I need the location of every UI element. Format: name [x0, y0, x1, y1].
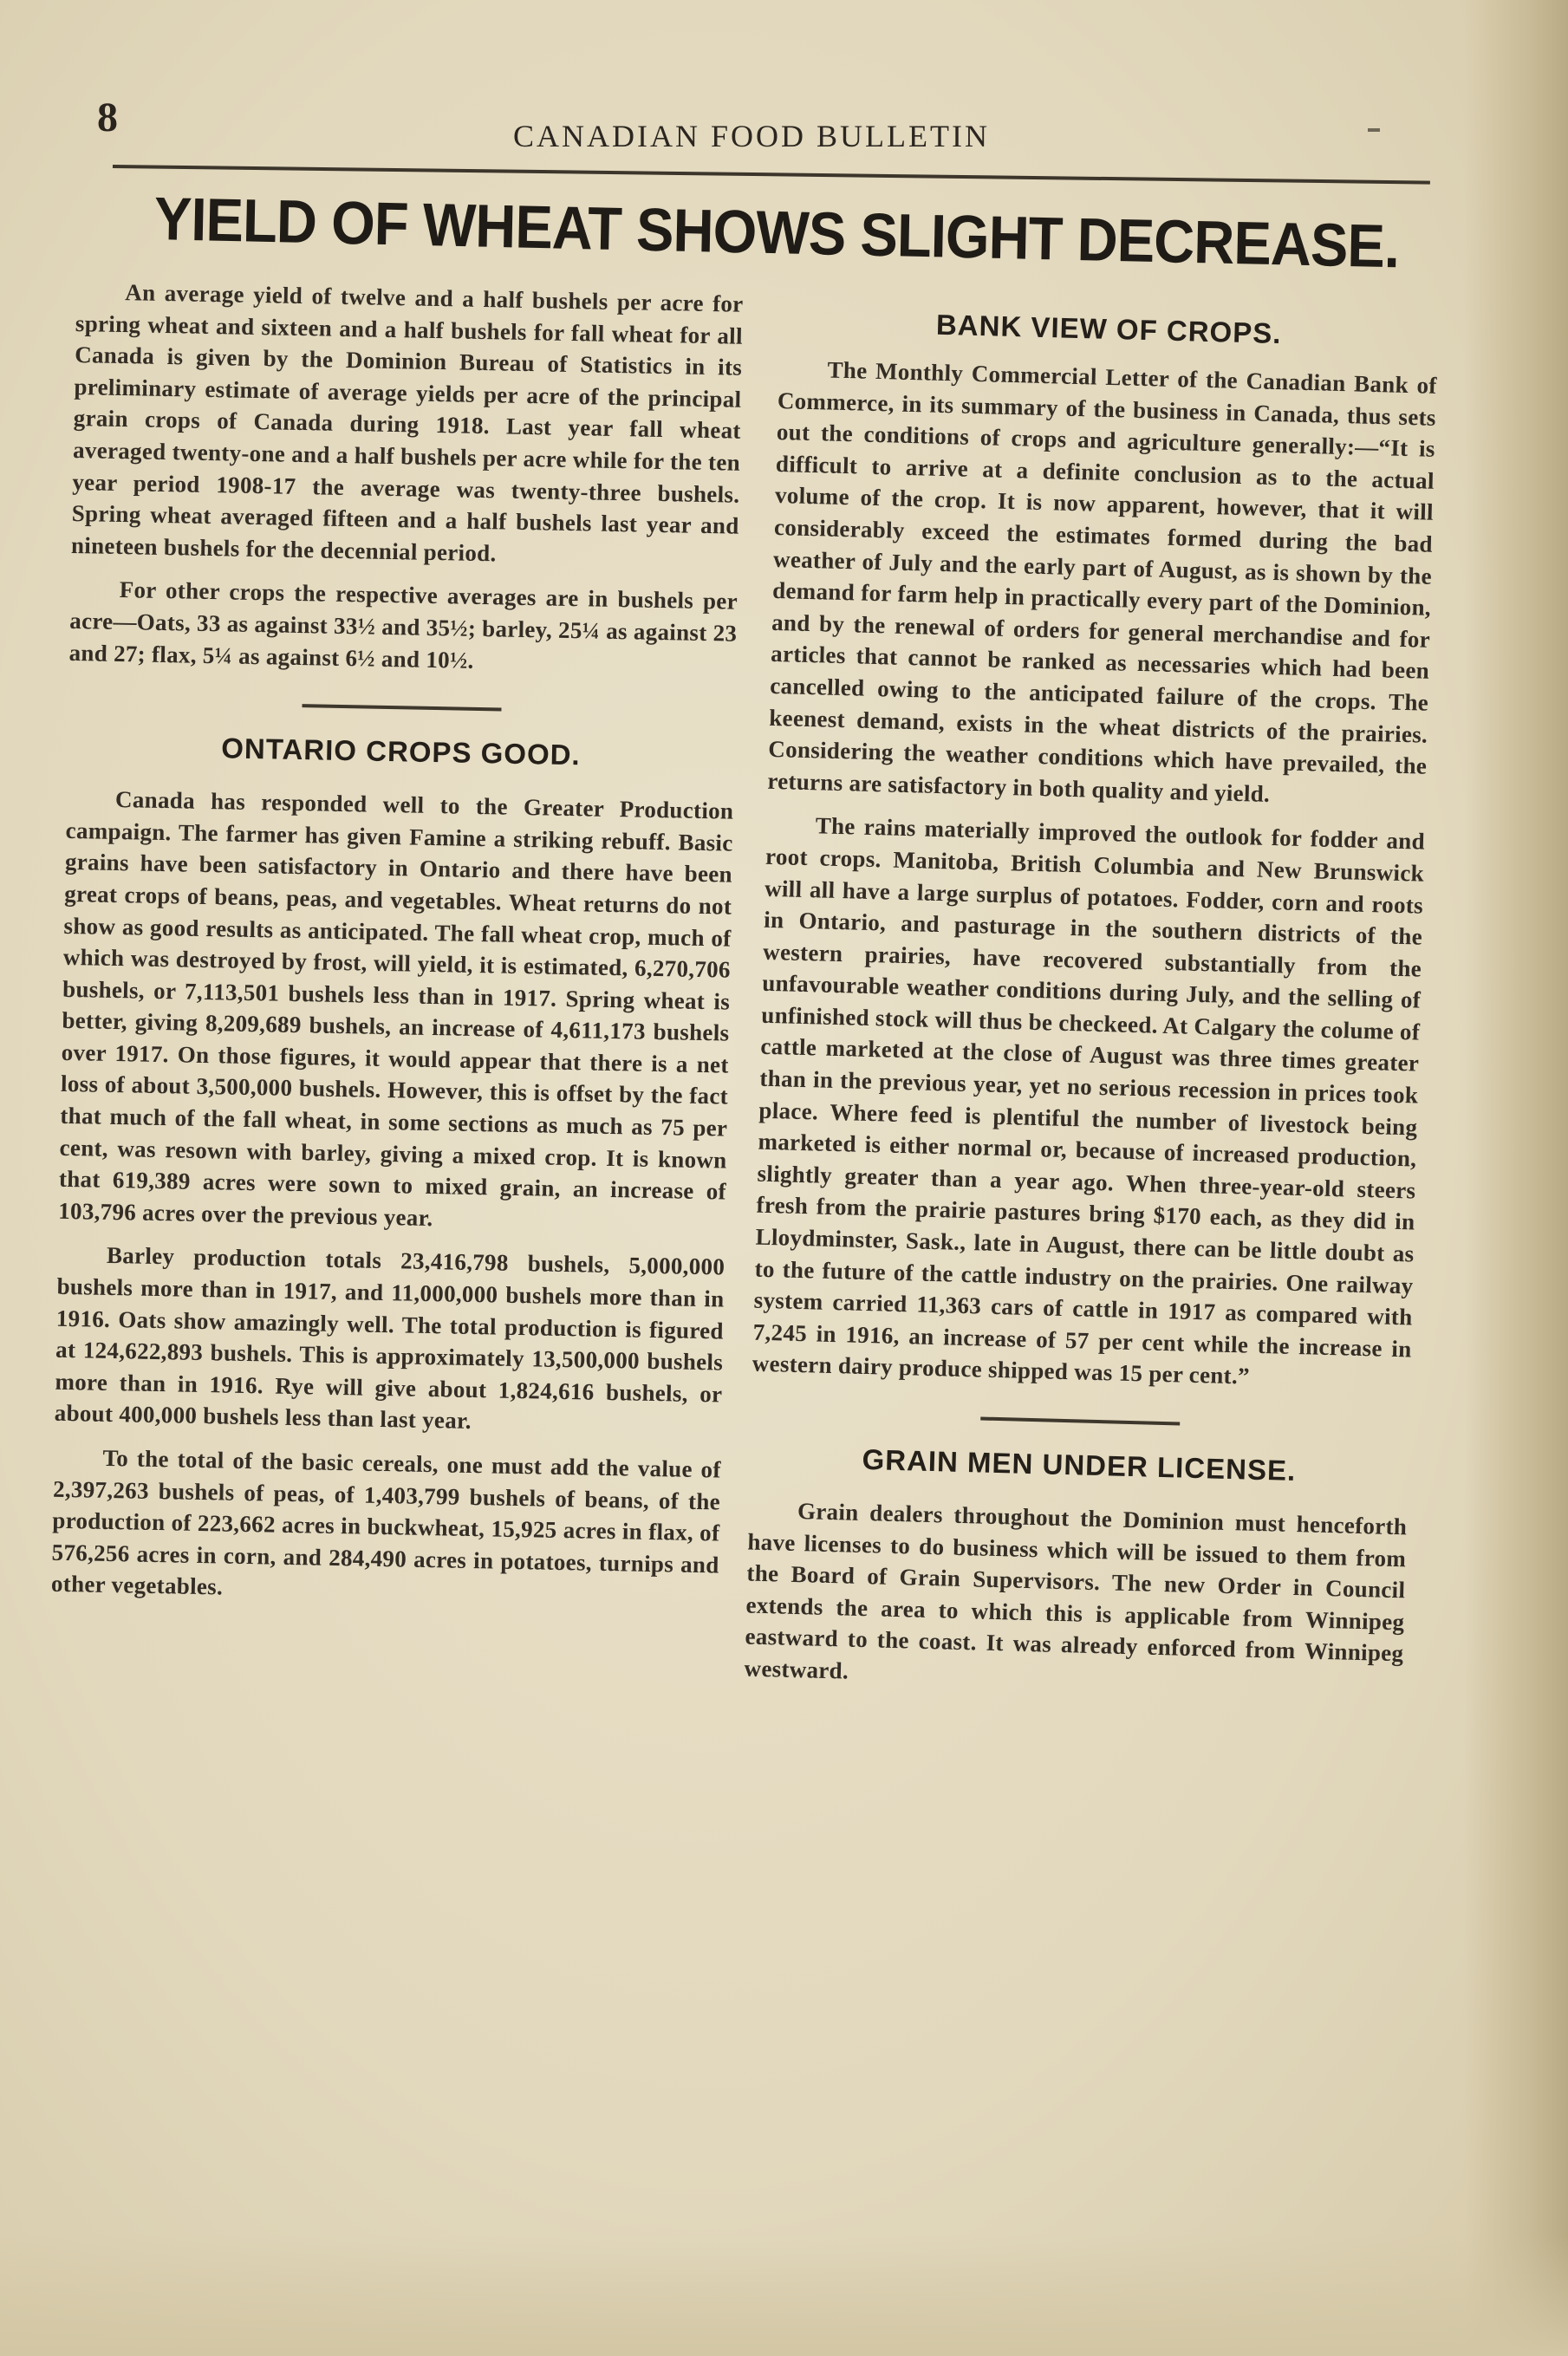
- bank-paragraph: The rains materially improved the outlook for fodder and root crops. Manitoba, British Columbia and New Brunswick will all have a large surplus of potatoes. Fodder, corn and roots in Ontario, and pasturage in the southern districts of the western prairies, have recovered substantially from the unfavourable weather conditions during July, and the selling of unfinished stock will thus be checkeed. At Calgary the colume of cattle marketed at the close of August was three times greater than in the previous year, yet no serious recession in prices took place. Where feed is plentiful the number of livestock being marketed is either normal or, because of increased production, slightly greater than a year ago. When three-year-old steers fresh from the prairie pastures bring $170 each, as they did in Lloydminster, Sask., late in August, there can be little doubt as to the future of the cattle industry on the prairies. One railway system carried 11,363 cars of cattle in 1917 as compared with 7,245 in 1916, an increase of 57 per cent while the increase in western dairy produce shipped was 15 per cent.”: [751, 812, 1426, 1390]
- ontario-paragraph: To the total of the basic cereals, one must add the value of 2,397,263 bushels of peas, of 1,403,799 bushels of beans, of the production of 223,662 acres in buckwheat, 15,925 acres in flax, of 576,256 acres in corn, and 284,490 acres in potatoes, turnips and other vegetables.: [50, 1444, 721, 1600]
- grain-paragraph: Grain dealers throughout the Dominion must henceforth have licenses to do business which will be issued to them from the Board of Grain Supervisors. The new Order in Council extends the area to which this is applicable from Winnipeg eastward to the coast. It was already enforced from Winnipeg westward.: [744, 1498, 1408, 1684]
- section-divider: [302, 704, 501, 711]
- bank-heading: BANK VIEW OF CROPS.: [935, 308, 1282, 350]
- bank-paragraph: The Monthly Commercial Letter of the Canadian Bank of Commerce, in its summary of the business in Canada, thus sets out the conditions of crops and agriculture generally:—“It is difficult to arrive at a definite conclusion as to the actual volume of the crop. It is now apparent, however, that it will considerably exceed the estimates formed during the bad weather of July and the early part of August, as is shown by the demand for farm help in practically every part of the Dominion, and by the renewal of orders for general merchandise and for articles that cannot be ranked as necessaries which had been cancelled owing to the anticipated failure of the crops. The keenest demand, exists in the wheat districts of the prairies. Considering the weather conditions which have prevailed, the returns are satisfactory in both quality and yield.: [767, 356, 1438, 807]
- running-head: CANADIAN FOOD BULLETIN: [513, 119, 990, 153]
- page-edge-shadow-right: [1464, 0, 1568, 2356]
- page-edge-shadow-bottom: [0, 2235, 1568, 2356]
- ontario-paragraph: Barley production totals 23,416,798 bushels, 5,000,000 bushels more than in 1917, and 11,000,000 bushels more than in 1916. Oats show amazingly well. The total production is figured at 124,622,893 bushels. This is approximately 13,500,000 bushels more than in 1916. Rye will give about 1,824,616 bushels, or about 400,000 bushels less than last year.: [54, 1242, 725, 1435]
- main-headline: YIELD OF WHEAT SHOWS SLIGHT DECREASE.: [153, 185, 1400, 281]
- ontario-heading: ONTARIO CROPS GOOD.: [221, 732, 582, 771]
- section-divider: [980, 1416, 1180, 1425]
- page-number: 8: [97, 94, 118, 140]
- right-column: [744, 299, 1439, 1714]
- printer-mark: [1368, 128, 1380, 132]
- header-rule: [113, 165, 1430, 185]
- grain-heading: GRAIN MEN UNDER LICENSE.: [862, 1442, 1297, 1487]
- left-column: [50, 276, 743, 1624]
- intro-paragraph: For other crops the respective averages are in bushels per acre—Oats, 33 as against 33½ and 35½; barley, 25¼ as against 23 and 27; flax, 5¼ as against 6½ and 10½.: [68, 576, 738, 674]
- intro-paragraph: An average yield of twelve and a half bushels per acre for spring wheat and sixteen and a half bushels for fall wheat for all Canada is given by the Dominion Bureau of Statistics in its preliminary estimate of average yields per acre of the principal grain crops of Canada during 1918. Last year fall wheat averaged twenty-one and a half bushels per acre while for the ten year period 1908-17 the average was twenty-three bushels. Spring wheat averaged fifteen and a half bushels last year and nineteen bushels for the decennial period.: [70, 279, 744, 567]
- ontario-paragraph: Canada has responded well to the Greater Production campaign. The farmer has given Famine a striking rebuff. Basic grains have been satisfactory in Ontario and there have been great crops of beans, peas, and vegetables. Wheat returns do not show as good results as anticipated. The fall wheat crop, much of which was destroyed by frost, will yield, it is estimated, 6,270,706 bushels, or 7,113,501 bushels less than in 1917. Spring wheat is better, giving 8,209,689 bushels, an increase of 4,611,173 bushels over 1917. On those figures, it would appear that there is a net loss of about 3,500,000 bushels. However, this is offset by the fact that much of the fall wheat, in some sections as much as 75 per cent, was resown with barley, giving a mixed crop. It is known that 619,389 acres were sown to mixed grain, an increase of 103,796 acres over the previous year.: [58, 786, 734, 1231]
